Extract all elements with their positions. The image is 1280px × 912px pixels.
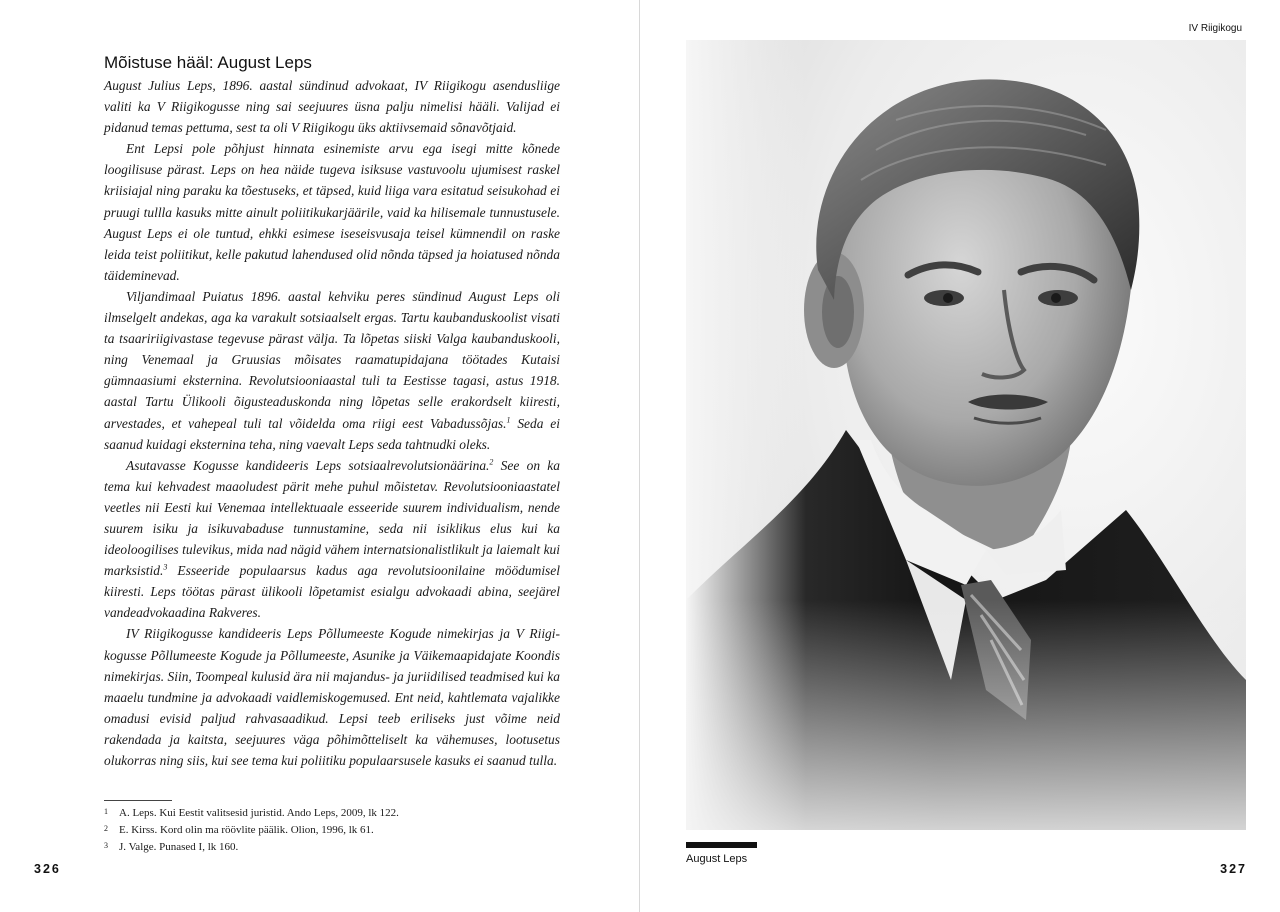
footnote-text: J. Valge. Punased I, lk 160. (119, 841, 239, 853)
footnote-marker: 2 (489, 457, 494, 467)
footnote-number: 3 (104, 841, 108, 850)
footnote-number: 2 (104, 824, 108, 833)
footnote-marker: 1 (506, 415, 511, 425)
paragraph-text: IV Riigikogusse kandideeris Leps Põllumeeste Kogude nimekirjas ja V Riigikogusse Põllumeeste Kogude ja Põllumeeste, Asunike ja Väikemaapidajate Koondis nimekirjas. Siin, Toompeal kulusid ära nii majandus- ja juriidilised teadmised kui ka maaelu tundmine ja advokaadi vaidlemiskogemused. Ent neid, kahtlemata vajalikke omadusi evisid paljud rahvasaadikud. Lepsi teeb eriliseks just võime neid rakendada ja kaitsta, seejuures väga põhimõtteliselt ka vähemuses, lootusetus olukorras ning siis, kui see tema kui poliitiku populaarsusele kasuks ei saanud tulla. (104, 626, 560, 768)
footnote-rule (104, 800, 172, 801)
footnote-text: E. Kirss. Kord olin ma röövlite päälik. Olion, 1996, lk 61. (119, 824, 374, 836)
caption-bar (686, 842, 757, 848)
portrait-photo (686, 40, 1246, 830)
paragraph-text: Seda ei saanud kuidagi eksternina teha, ning vaevalt Leps seda tahtnudki oleks. (104, 415, 560, 452)
paragraph (104, 75, 560, 138)
paragraph (104, 623, 560, 771)
footnote (104, 804, 399, 821)
footnote-number: 1 (104, 807, 108, 816)
body-text (104, 75, 560, 771)
page-number-left: 326 (34, 862, 61, 876)
photo-caption: August Leps (686, 853, 748, 865)
page-number-right: 327 (1220, 862, 1247, 876)
footnote (104, 838, 399, 855)
footnote-text: A. Leps. Kui Eestit valitsesid juristid. Ando Leps, 2009, lk 122. (119, 807, 399, 819)
paragraph-text: Viljandimaal Puiatus 1896. aastal kehviku peres sündinud August Leps oli ilmselgelt andekas, aga ka varakult sotsiaalselt ergas. Tartu kaubanduskoolist visati ta tsaaririigivastase tegevuse pärast välja. Ta lõpetas siiski Valga kaubanduskooli, ning Venemaal ja Gruusias mõisates raamatupidajana töötades Kutaisi gümnaasiumi eksternina. Revolutsiooniaastal tuli ta Eestisse tagasi, astus 1918. aastal Tartu Ülikooli õigusteaduskonda ning lõpetas selle erakordselt kiiresti, arvestades, et vahepeal tuli tal võidelda oma riigi eest Vabadussõjas. (104, 288, 560, 431)
paragraph-text: Asutavasse Kogusse kandideeris Leps sotsiaalrevolutsionäärina. (126, 457, 490, 473)
section-title: Mõistuse hääl: August Leps (104, 53, 312, 72)
footnote-marker: 3 (163, 562, 168, 572)
paragraph-text: August Julius Leps, 1896. aastal sündinud advokaat, IV Riigikogu asendusliige valiti ka V Riigikogusse ning sai seejuures üsna palju nimelisi hääli. Valijad ei pidanud temas pettuma, sest ta oli V Riigikogu üks aktiivsemaid sõnavõtjaid. (104, 78, 560, 136)
footnote (104, 821, 399, 838)
footnotes (104, 804, 399, 855)
paragraph (104, 455, 560, 624)
paragraph (104, 286, 560, 455)
paragraph-text: See on ka tema kui kehvadest maaoludest pärit mehe puhul mõistetav. Revolutsiooniaastatel veetles nii Eesti kui Venemaa intellektuaale esseeride suurem individualism, nende suurem isiku ja isikuvabaduse tunnustamine, seda nii isiklikus elus kui ka ideoloogilises tulevikus, mida nad nägid vähem internatsionalistlikult ja laiemalt kui marksistid. (104, 457, 560, 579)
right-page (640, 0, 1280, 912)
running-head: IV Riigikogu (1188, 23, 1242, 34)
paragraph-text: Ent Lepsi pole põhjust hinnata esinemiste arvu ega isegi mitte kõnede loogilisuse pärast. Leps on hea näide tugeva isiksuse vastuvoolu ujumisest raskel kriisiajal ning paraku ka tõestuseks, et täpsed, kuid liiga vara esitatud seisukohad ei pruugi tullla kasuks mitte ainult poliitikukarjäärile, vaid ka hilisemale tunnustusele. August Leps ei ole tuntud, ehkki esimese iseseisvusaja teisel kümnendil on raske leida teist poliitikut, kelle pakutud lahendused olid nõnda täpsed ja hoiatused nõnda täideminevad. (104, 141, 560, 283)
paragraph-text: Esseeride populaarsus kadus aga revolutsioonilaine möödumisel kiiresti. Leps töötas pärast ülikooli lõpetamist esialgu advokaadi abina, seejärel vandeadvokaadina Rakveres. (104, 563, 560, 621)
paragraph (104, 138, 560, 286)
